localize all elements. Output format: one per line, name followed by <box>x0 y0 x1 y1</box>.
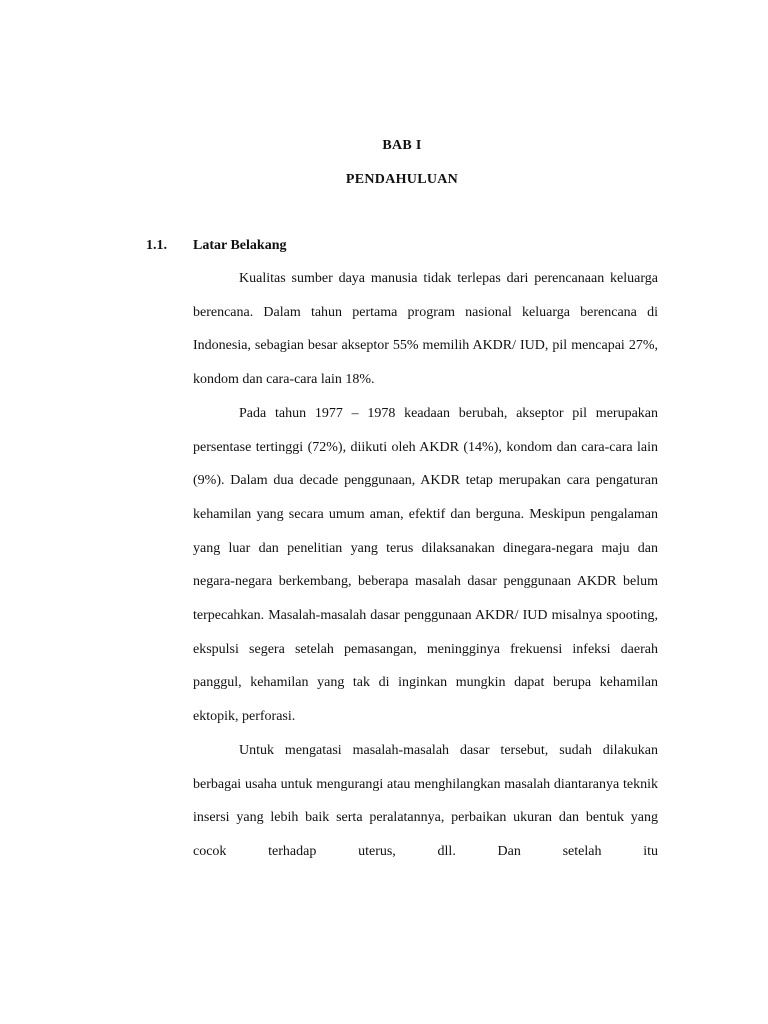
paragraph-2: Pada tahun 1977 – 1978 keadaan berubah, akseptor pil merupakan persentase tertinggi (72%), diikuti oleh AKDR (14%), kondom dan cara-cara lain (9%). Dalam dua decade penggunaan, AKDR tetap merupakan cara pengaturan kehamilan yang secara umum aman, efektif dan berguna. Meskipun pengalaman yang luar dan penelitian yang terus dilaksanakan dinegara-negara maju dan negara-negara berkembang, beberapa masalah dasar penggunaan AKDR belum terpecahkan. Masalah-masalah dasar penggunaan AKDR/ IUD misalnya spooting, ekspulsi segera setelah pemasangan, meningginya frekuensi infeksi daerah panggul, kehamilan yang tak di inginkan mungkin dapat berupa kehamilan ektopik, perforasi. <box>193 405 658 725</box>
section-number: 1.1. <box>146 238 167 253</box>
section-title: Latar Belakang <box>193 238 287 253</box>
paragraph-1: Kualitas sumber daya manusia tidak terlepas dari perencanaan keluarga berencana. Dalam tahun pertama program nasional keluarga berencana di Indonesia, sebagian besar akseptor 55% memilih AKDR/ IUD, pil mencapai 27%, kondom dan cara-cara lain 18%. <box>193 271 658 388</box>
body-text <box>193 262 658 869</box>
chapter-title: PENDAHULUAN <box>345 172 459 187</box>
chapter-number: BAB I <box>382 138 422 153</box>
paragraph-3: Untuk mengatasi masalah-masalah dasar tersebut, sudah dilakukan berbagai usaha untuk mengurangi atau menghilangkan masalah diantaranya teknik insersi yang lebih baik serta peralatannya, perbaikan ukuran dan bentuk yang cocok terhadap uterus, dll. Dan setelah itu <box>193 742 658 859</box>
